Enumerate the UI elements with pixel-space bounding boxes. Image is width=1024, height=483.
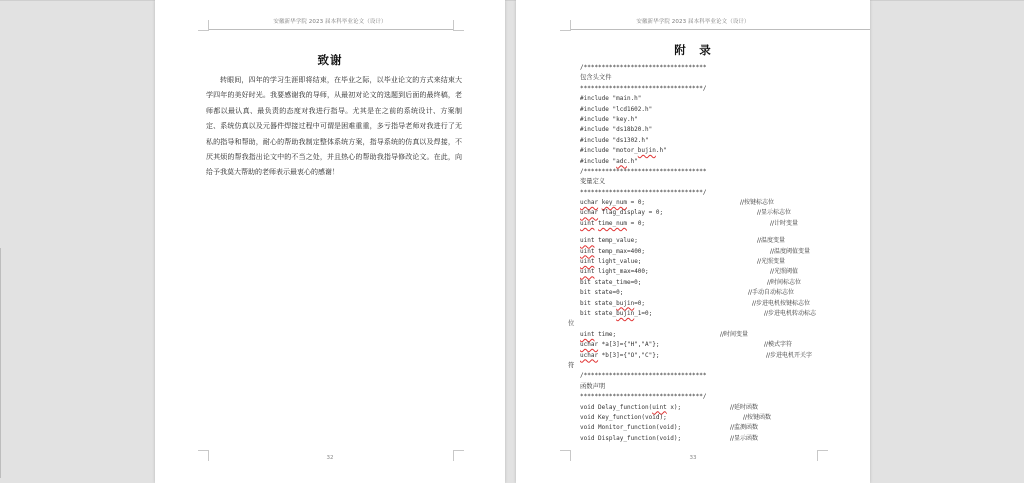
spellcheck-underline: bujin: [637, 147, 656, 155]
code-text: /**********************************: [580, 372, 707, 380]
code-text: uint light_max=400;: [580, 268, 649, 276]
code-text: uint temp_max=400;: [580, 247, 646, 255]
spellcheck-underline: uint: [580, 330, 595, 338]
code-line: [580, 309, 850, 319]
code-text: #include "ds1302.h": [580, 136, 649, 144]
spellcheck-underline: uchar: [580, 341, 599, 349]
code-line: [580, 236, 850, 246]
viewer-left-edge: [0, 248, 1, 478]
code-line: [580, 330, 850, 340]
code-text: /**********************************: [580, 167, 707, 175]
code-text: #include "adc.h": [580, 157, 638, 165]
code-text: #include "main.h": [580, 95, 642, 103]
code-comment: //延时函数: [730, 403, 759, 411]
code-text: uint light_value;: [580, 258, 642, 266]
spellcheck-underline: uchar: [580, 351, 599, 359]
page-number: 32: [326, 455, 334, 461]
spellcheck-underline: adc: [616, 157, 627, 165]
spellcheck-underline: bujin: [616, 309, 635, 317]
code-line: [580, 257, 850, 267]
page-appendix: [516, 0, 870, 483]
code-text: /**********************************: [580, 64, 707, 71]
code-comment: //步进电机按键标志位: [752, 299, 811, 307]
code-line: [580, 105, 850, 115]
page-number: 33: [689, 455, 697, 461]
spellcheck-underline: uint: [652, 403, 667, 411]
code-text: #include "motor_bujin.h": [580, 147, 667, 155]
code-line: [580, 188, 850, 198]
spellcheck-underline: uint: [580, 219, 595, 227]
code-comment: //显示标志位: [757, 209, 792, 217]
acknowledgement-paragraph: 转眼间，四年的学习生涯即将结束，在毕业之际，以毕业论文的方式来结束大学四年的美好时光。我要感谢我的导师，从最初对论文的选题到后面的最终稿，老师都以最认真、最负责的态度对我进行指导。尤其是在之前的系统设计、方案制定、系统仿真以及元器件焊接过程中可谓是困难重重，多亏指导老师对我进行了无私的指导和帮助，耐心的帮助我制定整体系统方案，指导系统的仿真以及焊接，不厌其烦的帮我指出论文中的不当之处，并且热心的帮助我指导修改论文。在此，向给予我莫大帮助的老师表示最衷心的感谢！: [206, 76, 462, 177]
code-line: [580, 73, 850, 83]
code-comment: //时间变量: [720, 330, 749, 338]
page-header-text: 安徽新华学院 2023 届本科毕业论文（设计）: [273, 19, 387, 25]
code-text: void Key_function(void);: [580, 413, 667, 421]
code-comment: //手动自动标志位: [748, 289, 795, 297]
spellcheck-underline: bujin: [616, 299, 635, 307]
code-line: [580, 423, 850, 433]
code-text: #include "lcd1602.h": [580, 105, 653, 113]
code-text: 函数声明: [580, 382, 606, 390]
spellcheck-underline: uint: [580, 247, 595, 255]
code-text: void Delay_function(uint x);: [580, 403, 682, 411]
code-comment: //时间标志位: [767, 278, 802, 286]
code-text: **********************************/: [580, 84, 707, 92]
code-text: void Monitor_function(void);: [580, 424, 682, 432]
spellcheck-underline: time_num: [598, 219, 627, 227]
spellcheck-underline: key_num: [601, 199, 627, 207]
spellcheck-underline: uint: [580, 258, 595, 266]
code-comment: //温度变量: [757, 237, 786, 245]
crop-mark-top-right: [453, 20, 464, 31]
code-line: [580, 340, 850, 350]
code-line: [580, 208, 850, 218]
code-comment: //光照阈值: [770, 268, 799, 276]
code-line: [580, 177, 850, 187]
code-line: [580, 157, 850, 167]
code-line: [580, 247, 850, 257]
page-acknowledgements: [155, 0, 505, 483]
code-line: [568, 319, 850, 329]
section-title: 致谢: [317, 53, 343, 67]
code-line: [580, 288, 850, 298]
code-text: bit state_bujin=0;: [580, 299, 646, 307]
code-text: 变量定义: [580, 178, 606, 186]
code-comment: //步进电机开关字: [766, 351, 813, 359]
code-comment: //计时变量: [770, 219, 799, 227]
code-text: 符: [568, 361, 575, 369]
code-text: #include "key.h": [580, 115, 638, 123]
code-text: #include "ds18b20.h": [580, 126, 653, 134]
code-line: [580, 63, 850, 73]
header-rule: [570, 29, 870, 30]
spellcheck-underline: uint: [580, 237, 595, 245]
code-line: [580, 351, 850, 361]
code-comment: //步进电机转动标志: [764, 309, 817, 317]
code-line: [580, 198, 850, 208]
code-listing: [568, 63, 850, 444]
code-text: uint time;: [580, 330, 617, 338]
code-line: [580, 267, 850, 277]
code-comment: //模式字符: [764, 341, 793, 349]
code-line: [580, 146, 850, 156]
code-text: bit state_time=0;: [580, 278, 642, 286]
code-line: [568, 361, 850, 371]
code-comment: //光照变量: [757, 258, 786, 266]
viewer-top-edge: [0, 0, 1024, 1]
code-text: **********************************/: [580, 188, 707, 196]
crop-mark-top-left: [198, 20, 209, 31]
code-text: uchar *a[3]={"H","A"};: [580, 341, 660, 349]
code-text: void Display_function(void);: [580, 434, 682, 442]
code-text: bit state_bujin_1=0;: [580, 309, 653, 317]
code-text: uint time_num = 0;: [580, 219, 646, 227]
code-line: [580, 136, 850, 146]
code-line: [580, 403, 850, 413]
code-line: [580, 382, 850, 392]
code-line: [580, 413, 850, 423]
code-line: [580, 219, 850, 229]
code-text: 位: [568, 320, 575, 328]
code-text: uchar *b[3]={"O","C"};: [580, 351, 660, 359]
code-comment: //按键函数: [743, 413, 772, 421]
header-rule: [208, 29, 453, 30]
spellcheck-underline: uint: [580, 268, 595, 276]
spellcheck-underline: uchar: [580, 209, 599, 217]
blank-line: [580, 229, 850, 236]
code-line: [580, 115, 850, 125]
spellcheck-underline: uchar: [580, 199, 599, 207]
crop-mark-top-left: [560, 20, 571, 31]
code-text: uchar key_num = 0;: [580, 199, 646, 207]
code-line: [580, 167, 850, 177]
page-header-text: 安徽新华学院 2023 届本科毕业论文（设计）: [636, 19, 750, 25]
code-line: [580, 392, 850, 402]
code-text: bit state=0;: [580, 289, 624, 297]
code-comment: //按键标志位: [740, 199, 775, 207]
code-line: [580, 278, 850, 288]
code-line: [580, 94, 850, 104]
code-line: [580, 371, 850, 381]
section-title: 附 录: [674, 43, 712, 57]
code-text: uchar flag_display = 0;: [580, 209, 664, 217]
code-text: uint temp_value;: [580, 237, 638, 245]
code-text: 包含头文件: [580, 74, 612, 82]
code-line: [580, 434, 850, 444]
code-comment: //监测函数: [730, 424, 759, 432]
code-comment: //温度阈值变量: [770, 247, 811, 255]
code-comment: //显示函数: [730, 434, 759, 442]
code-text: **********************************/: [580, 393, 707, 401]
code-line: [580, 125, 850, 135]
code-line: [580, 84, 850, 94]
code-line: [580, 299, 850, 309]
